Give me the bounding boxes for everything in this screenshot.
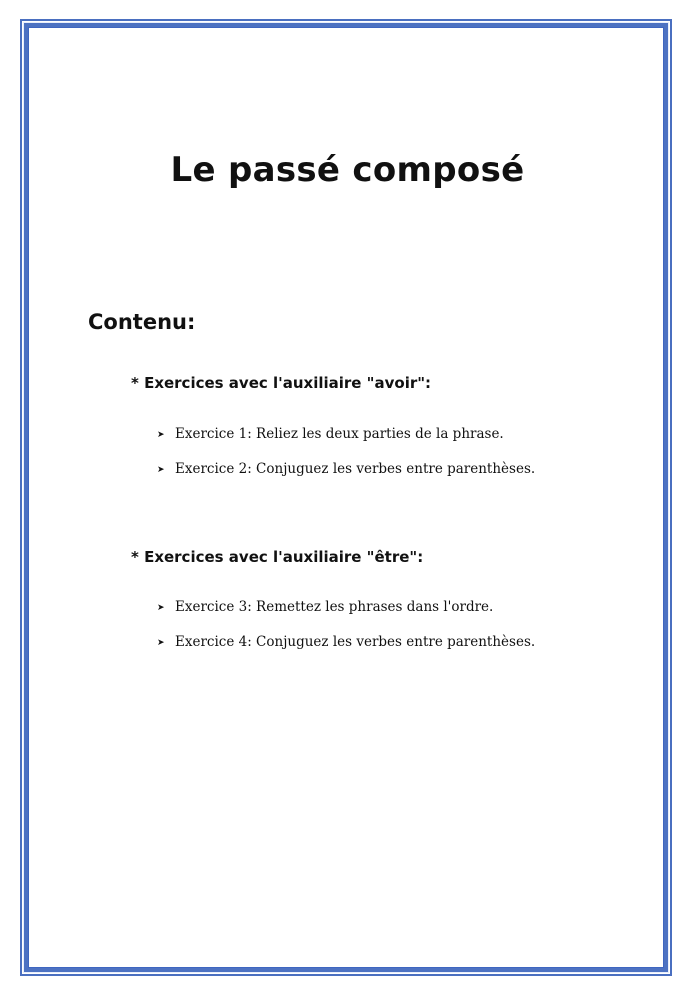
list-item-text: Exercice 1: Reliez les deux parties de la phrase. [175, 426, 504, 442]
arrowhead-bullet-icon: ➤ [157, 638, 165, 648]
list-item-text: Exercice 4: Conjuguez les verbes entre parenthèses. [175, 634, 536, 650]
list-item [157, 426, 504, 442]
arrowhead-bullet-icon: ➤ [157, 603, 165, 613]
list-item-text: Exercice 3: Remettez les phrases dans l'ordre. [175, 599, 494, 615]
arrowhead-bullet-icon: ➤ [157, 465, 165, 475]
arrowhead-bullet-icon: ➤ [157, 430, 165, 440]
list-item [157, 634, 535, 650]
list-item [157, 461, 535, 477]
list-item [157, 599, 493, 615]
section-heading-etre: * Exercices avec l'auxiliaire "être": [131, 548, 424, 566]
contents-heading: Contenu: [88, 310, 196, 334]
page-title: Le passé composé [170, 150, 525, 190]
section-heading-avoir: * Exercices avec l'auxiliaire "avoir": [131, 374, 432, 392]
list-item-text: Exercice 2: Conjuguez les verbes entre parenthèses. [175, 461, 536, 477]
